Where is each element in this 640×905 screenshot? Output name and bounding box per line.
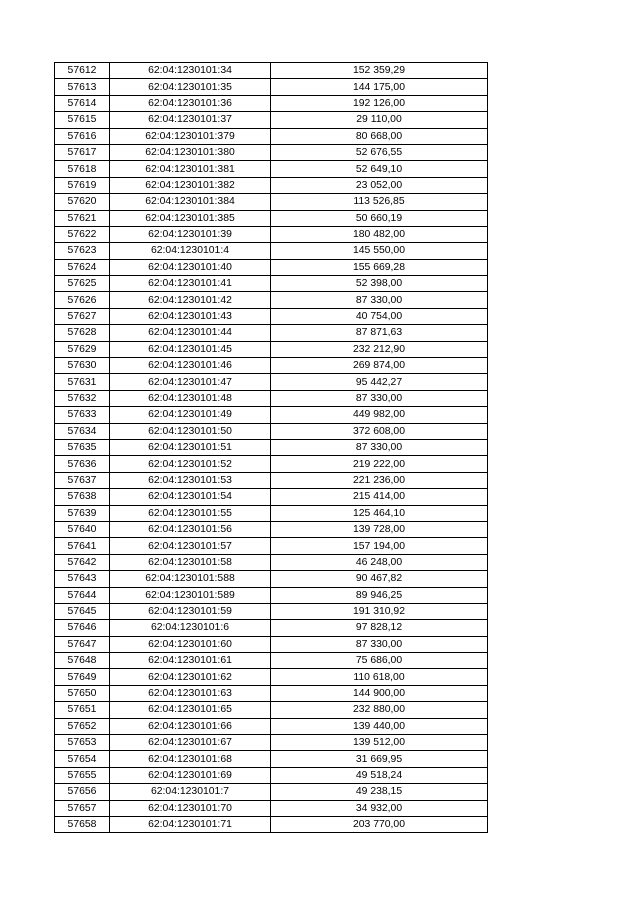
cadastral-number-cell: 62:04:1230101:40 (110, 259, 271, 275)
row-number-cell: 57650 (55, 685, 110, 701)
cadastral-number-cell: 62:04:1230101:46 (110, 358, 271, 374)
cadastral-number-cell: 62:04:1230101:58 (110, 554, 271, 570)
row-number-cell: 57653 (55, 735, 110, 751)
value-cell: 219 222,00 (271, 456, 488, 472)
cadastral-number-cell: 62:04:1230101:53 (110, 472, 271, 488)
row-number-cell: 57640 (55, 521, 110, 537)
table-row (55, 538, 488, 554)
table-row (55, 63, 488, 79)
table-row (55, 128, 488, 144)
cadastral-number-cell: 62:04:1230101:381 (110, 161, 271, 177)
cadastral-number-cell: 62:04:1230101:385 (110, 210, 271, 226)
cadastral-number-cell: 62:04:1230101:61 (110, 653, 271, 669)
table-row (55, 816, 488, 832)
row-number-cell: 57619 (55, 177, 110, 193)
cadastral-number-cell: 62:04:1230101:382 (110, 177, 271, 193)
table-row (55, 669, 488, 685)
value-cell: 139 728,00 (271, 521, 488, 537)
value-cell: 80 668,00 (271, 128, 488, 144)
table-row (55, 112, 488, 128)
value-cell: 31 669,95 (271, 751, 488, 767)
table-row (55, 653, 488, 669)
value-cell: 75 686,00 (271, 653, 488, 669)
row-number-cell: 57649 (55, 669, 110, 685)
value-cell: 34 932,00 (271, 800, 488, 816)
table-row (55, 571, 488, 587)
cadastral-number-cell: 62:04:1230101:44 (110, 325, 271, 341)
cadastral-number-cell: 62:04:1230101:56 (110, 521, 271, 537)
row-number-cell: 57638 (55, 489, 110, 505)
cadastral-number-cell: 62:04:1230101:59 (110, 603, 271, 619)
table-row (55, 243, 488, 259)
value-cell: 180 482,00 (271, 226, 488, 242)
value-cell: 89 946,25 (271, 587, 488, 603)
value-cell: 145 550,00 (271, 243, 488, 259)
value-cell: 40 754,00 (271, 308, 488, 324)
row-number-cell: 57657 (55, 800, 110, 816)
cadastral-number-cell: 62:04:1230101:4 (110, 243, 271, 259)
value-cell: 90 467,82 (271, 571, 488, 587)
row-number-cell: 57636 (55, 456, 110, 472)
cadastral-number-cell: 62:04:1230101:60 (110, 636, 271, 652)
cadastral-number-cell: 62:04:1230101:39 (110, 226, 271, 242)
row-number-cell: 57627 (55, 308, 110, 324)
table-row (55, 718, 488, 734)
cadastral-number-cell: 62:04:1230101:69 (110, 767, 271, 783)
table-body (55, 63, 488, 833)
table-row (55, 620, 488, 636)
row-number-cell: 57621 (55, 210, 110, 226)
value-cell: 157 194,00 (271, 538, 488, 554)
value-cell: 23 052,00 (271, 177, 488, 193)
table-row (55, 79, 488, 95)
table-row (55, 177, 488, 193)
cadastral-number-cell: 62:04:1230101:50 (110, 423, 271, 439)
row-number-cell: 57618 (55, 161, 110, 177)
cadastral-number-cell: 62:04:1230101:384 (110, 194, 271, 210)
table-row (55, 521, 488, 537)
cadastral-number-cell: 62:04:1230101:41 (110, 276, 271, 292)
value-cell: 125 464,10 (271, 505, 488, 521)
table-row (55, 439, 488, 455)
row-number-cell: 57654 (55, 751, 110, 767)
row-number-cell: 57613 (55, 79, 110, 95)
table-row (55, 407, 488, 423)
row-number-cell: 57615 (55, 112, 110, 128)
value-cell: 95 442,27 (271, 374, 488, 390)
value-cell: 87 871,63 (271, 325, 488, 341)
row-number-cell: 57631 (55, 374, 110, 390)
table-row (55, 325, 488, 341)
cadastral-number-cell: 62:04:1230101:71 (110, 816, 271, 832)
table-row (55, 341, 488, 357)
row-number-cell: 57632 (55, 390, 110, 406)
value-cell: 215 414,00 (271, 489, 488, 505)
value-cell: 139 512,00 (271, 735, 488, 751)
row-number-cell: 57630 (55, 358, 110, 374)
cadastral-number-cell: 62:04:1230101:55 (110, 505, 271, 521)
row-number-cell: 57612 (55, 63, 110, 79)
cadastral-number-cell: 62:04:1230101:49 (110, 407, 271, 423)
table-row (55, 226, 488, 242)
row-number-cell: 57634 (55, 423, 110, 439)
value-cell: 192 126,00 (271, 95, 488, 111)
row-number-cell: 57626 (55, 292, 110, 308)
table-row (55, 554, 488, 570)
row-number-cell: 57644 (55, 587, 110, 603)
cadastral-number-cell: 62:04:1230101:51 (110, 439, 271, 455)
table-row (55, 194, 488, 210)
cadastral-number-cell: 62:04:1230101:36 (110, 95, 271, 111)
row-number-cell: 57620 (55, 194, 110, 210)
table-row (55, 358, 488, 374)
row-number-cell: 57642 (55, 554, 110, 570)
table-row (55, 489, 488, 505)
cadastral-number-cell: 62:04:1230101:7 (110, 784, 271, 800)
table-row (55, 259, 488, 275)
value-cell: 52 398,00 (271, 276, 488, 292)
table-row (55, 276, 488, 292)
value-cell: 49 238,15 (271, 784, 488, 800)
row-number-cell: 57622 (55, 226, 110, 242)
cadastral-number-cell: 62:04:1230101:43 (110, 308, 271, 324)
row-number-cell: 57641 (55, 538, 110, 554)
value-cell: 97 828,12 (271, 620, 488, 636)
table-row (55, 423, 488, 439)
row-number-cell: 57643 (55, 571, 110, 587)
value-cell: 232 212,90 (271, 341, 488, 357)
cadastral-number-cell: 62:04:1230101:66 (110, 718, 271, 734)
cadastral-number-cell: 62:04:1230101:6 (110, 620, 271, 636)
table-row (55, 210, 488, 226)
cadastral-number-cell: 62:04:1230101:62 (110, 669, 271, 685)
table-row (55, 800, 488, 816)
value-cell: 87 330,00 (271, 439, 488, 455)
value-cell: 191 310,92 (271, 603, 488, 619)
row-number-cell: 57652 (55, 718, 110, 734)
cadastral-value-table (54, 62, 488, 833)
value-cell: 46 248,00 (271, 554, 488, 570)
cadastral-number-cell: 62:04:1230101:63 (110, 685, 271, 701)
table-row (55, 735, 488, 751)
cadastral-number-cell: 62:04:1230101:57 (110, 538, 271, 554)
table-row (55, 636, 488, 652)
table-row (55, 702, 488, 718)
cadastral-number-cell: 62:04:1230101:379 (110, 128, 271, 144)
table-row (55, 784, 488, 800)
value-cell: 221 236,00 (271, 472, 488, 488)
value-cell: 203 770,00 (271, 816, 488, 832)
value-cell: 232 880,00 (271, 702, 488, 718)
table-row (55, 374, 488, 390)
value-cell: 144 900,00 (271, 685, 488, 701)
value-cell: 152 359,29 (271, 63, 488, 79)
table-row (55, 390, 488, 406)
table-row (55, 587, 488, 603)
row-number-cell: 57625 (55, 276, 110, 292)
row-number-cell: 57633 (55, 407, 110, 423)
table-row (55, 685, 488, 701)
value-cell: 49 518,24 (271, 767, 488, 783)
cadastral-number-cell: 62:04:1230101:37 (110, 112, 271, 128)
cadastral-number-cell: 62:04:1230101:34 (110, 63, 271, 79)
table-row (55, 292, 488, 308)
row-number-cell: 57616 (55, 128, 110, 144)
value-cell: 87 330,00 (271, 292, 488, 308)
cadastral-number-cell: 62:04:1230101:54 (110, 489, 271, 505)
cadastral-number-cell: 62:04:1230101:67 (110, 735, 271, 751)
row-number-cell: 57624 (55, 259, 110, 275)
table-row (55, 505, 488, 521)
row-number-cell: 57614 (55, 95, 110, 111)
table-row (55, 161, 488, 177)
value-cell: 155 669,28 (271, 259, 488, 275)
table-row (55, 603, 488, 619)
cadastral-number-cell: 62:04:1230101:588 (110, 571, 271, 587)
value-cell: 29 110,00 (271, 112, 488, 128)
table-row (55, 751, 488, 767)
row-number-cell: 57637 (55, 472, 110, 488)
row-number-cell: 57645 (55, 603, 110, 619)
value-cell: 372 608,00 (271, 423, 488, 439)
cadastral-number-cell: 62:04:1230101:380 (110, 144, 271, 160)
cadastral-number-cell: 62:04:1230101:52 (110, 456, 271, 472)
value-cell: 87 330,00 (271, 636, 488, 652)
cadastral-number-cell: 62:04:1230101:42 (110, 292, 271, 308)
row-number-cell: 57648 (55, 653, 110, 669)
row-number-cell: 57656 (55, 784, 110, 800)
table-row (55, 308, 488, 324)
cadastral-number-cell: 62:04:1230101:35 (110, 79, 271, 95)
row-number-cell: 57647 (55, 636, 110, 652)
cadastral-number-cell: 62:04:1230101:68 (110, 751, 271, 767)
cadastral-number-cell: 62:04:1230101:65 (110, 702, 271, 718)
row-number-cell: 57658 (55, 816, 110, 832)
value-cell: 87 330,00 (271, 390, 488, 406)
value-cell: 52 676,55 (271, 144, 488, 160)
table-row (55, 95, 488, 111)
cadastral-number-cell: 62:04:1230101:45 (110, 341, 271, 357)
value-cell: 110 618,00 (271, 669, 488, 685)
row-number-cell: 57623 (55, 243, 110, 259)
value-cell: 449 982,00 (271, 407, 488, 423)
row-number-cell: 57651 (55, 702, 110, 718)
value-cell: 113 526,85 (271, 194, 488, 210)
cadastral-number-cell: 62:04:1230101:70 (110, 800, 271, 816)
value-cell: 269 874,00 (271, 358, 488, 374)
cadastral-number-cell: 62:04:1230101:589 (110, 587, 271, 603)
row-number-cell: 57629 (55, 341, 110, 357)
value-cell: 52 649,10 (271, 161, 488, 177)
table-row (55, 456, 488, 472)
value-cell: 144 175,00 (271, 79, 488, 95)
row-number-cell: 57617 (55, 144, 110, 160)
row-number-cell: 57628 (55, 325, 110, 341)
cadastral-number-cell: 62:04:1230101:48 (110, 390, 271, 406)
table-row (55, 144, 488, 160)
value-cell: 50 660,19 (271, 210, 488, 226)
table-row (55, 472, 488, 488)
row-number-cell: 57646 (55, 620, 110, 636)
row-number-cell: 57655 (55, 767, 110, 783)
value-cell: 139 440,00 (271, 718, 488, 734)
cadastral-number-cell: 62:04:1230101:47 (110, 374, 271, 390)
row-number-cell: 57639 (55, 505, 110, 521)
row-number-cell: 57635 (55, 439, 110, 455)
table-row (55, 767, 488, 783)
